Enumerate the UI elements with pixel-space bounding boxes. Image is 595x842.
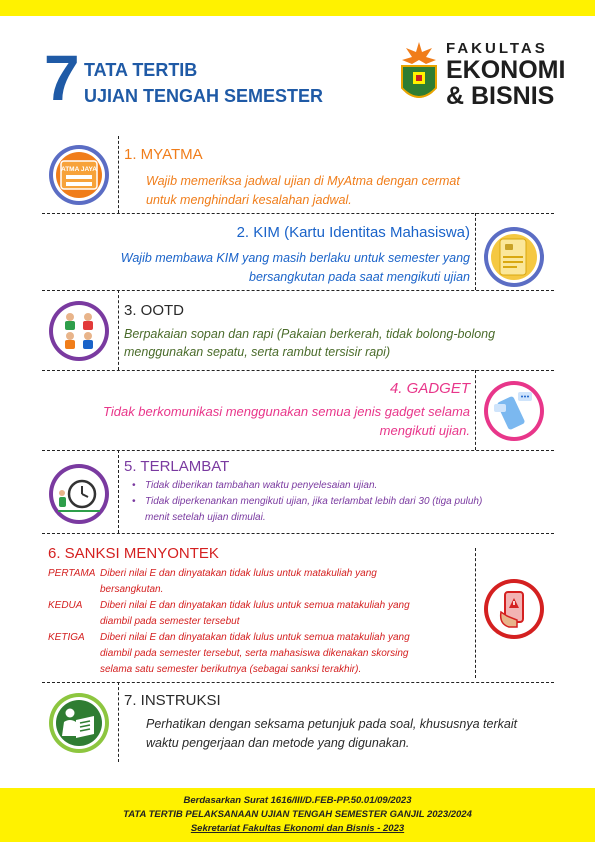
vertical-divider <box>118 682 119 762</box>
sanksi-text-ketiga-line1: Diberi nilai E dan dinyatakan tidak lulus untuk semua matakuliah yang <box>100 632 410 643</box>
faculty-emblem-icon <box>396 40 442 106</box>
rule-body-ootd-line2: menggunakan sepatu, serta rambut tersisir rapi) <box>124 345 391 359</box>
vertical-divider <box>475 548 476 678</box>
bullet-dot: • <box>132 480 136 491</box>
divider <box>42 533 554 534</box>
logo-text-fakultas: FAKULTAS <box>446 40 548 57</box>
sanksi-text-pertama-line2: bersangkutan. <box>100 584 164 595</box>
rule-heading-terlambat: 5. TERLAMBAT <box>124 458 230 475</box>
bullet-dot: • <box>132 496 136 507</box>
rule-heading-sanksi: 6. SANKSI MENYONTEK <box>48 545 219 562</box>
rule-heading-ootd: 3. OOTD <box>124 302 185 319</box>
rule-body-gadget-line1: Tidak berkomunikasi menggunakan semua jenis gadget selama <box>103 404 470 419</box>
phone-chat-icon <box>483 380 545 442</box>
rule-body-ootd-line1: Berpakaian sopan dan rapi (Pakaian berkerah, tidak bolong-bolong <box>124 327 496 341</box>
footer-reference: Berdasarkan Surat 1616/III/D.FEB-PP.50.01/09/2023 <box>183 795 412 806</box>
sanksi-text-kedua-line2: diambil pada semester tersebut <box>100 616 240 627</box>
rule-terlambat-bullet-2-line2: menit setelah ujian dimulai. <box>145 512 266 523</box>
faculty-logo <box>396 38 566 108</box>
atma-jaya-app-icon <box>48 144 110 206</box>
sanksi-label-ketiga: KETIGA <box>48 632 85 643</box>
rule-body-kim-line2: bersangkutan pada saat mengikuti ujian <box>249 270 470 284</box>
footer-title: TATA TERTIB PELAKSANAAN UJIAN TENGAH SEMESTER GANJIL 2023/2024 <box>123 809 472 820</box>
no-cheating-phone-icon <box>483 578 545 640</box>
logo-text-ekonomi: EKONOMI <box>446 56 566 84</box>
sanksi-label-pertama: PERTAMA <box>48 568 96 579</box>
sanksi-text-ketiga-line2: diambil pada semester tersebut, serta mahasiswa dikenakan skorsing <box>100 648 409 659</box>
rule-heading-myatma: 1. MYATMA <box>124 146 203 163</box>
sanksi-label-kedua: KEDUA <box>48 600 83 611</box>
rule-body-instruksi-line1: Perhatikan dengan seksama petunjuk pada soal, khususnya terkait <box>146 717 518 731</box>
rule-body-gadget-line2: mengikuti ujian. <box>379 423 470 438</box>
title-number: 7 <box>44 42 80 114</box>
vertical-divider <box>475 370 476 450</box>
vertical-divider <box>118 290 119 370</box>
sanksi-text-kedua-line1: Diberi nilai E dan dinyatakan tidak lulus untuk semua matakuliah yang <box>100 600 410 611</box>
vertical-divider <box>475 213 476 290</box>
reading-instructions-icon <box>48 692 110 754</box>
rule-terlambat-bullet-1: Tidak diberikan tambahan waktu penyelesaian ujian. <box>145 480 378 491</box>
rule-body-myatma-line1: Wajib memeriksa jadwal ujian di MyAtma dengan cermat <box>146 174 460 188</box>
title-line-2: UJIAN TENGAH SEMESTER <box>84 86 324 106</box>
rule-heading-kim: 2. KIM (Kartu Identitas Mahasiswa) <box>236 224 470 241</box>
title-line-1: TATA TERTIB <box>84 60 198 80</box>
vertical-divider <box>118 136 119 213</box>
rule-terlambat-bullet-2-line1: Tidak diperkenankan mengikuti ujian, jika terlambat lebih dari 30 (tiga puluh) <box>145 496 483 507</box>
rule-body-myatma-line2: untuk menghindari kesalahan jadwal. <box>146 193 352 207</box>
rule-heading-gadget: 4. GADGET <box>389 380 470 397</box>
vertical-divider <box>118 450 119 533</box>
logo-text-bisnis: & BISNIS <box>446 82 555 110</box>
sanksi-text-ketiga-line3: selama satu semester berikutnya (sebagai sanksi terakhir). <box>100 664 362 675</box>
id-card-icon <box>483 226 545 288</box>
footer-secretariat: Sekretariat Fakultas Ekonomi dan Bisnis - 2023 <box>190 823 405 834</box>
sanksi-text-pertama-line1: Diberi nilai E dan dinyatakan tidak lulus untuk matakuliah yang <box>100 568 377 579</box>
dress-code-icon <box>48 300 110 362</box>
top-yellow-band <box>0 0 595 16</box>
rule-heading-instruksi: 7. INSTRUKSI <box>124 692 221 709</box>
rule-body-instruksi-line2: waktu pengerjaan dan metode yang digunakan. <box>146 736 410 750</box>
svg-text:ATMA JAYA: ATMA JAYA <box>60 166 98 173</box>
divider <box>42 370 554 371</box>
late-clock-icon <box>48 463 110 525</box>
divider <box>42 213 554 214</box>
rule-body-kim-line1: Wajib membawa KIM yang masih berlaku untuk semester yang <box>120 251 470 265</box>
